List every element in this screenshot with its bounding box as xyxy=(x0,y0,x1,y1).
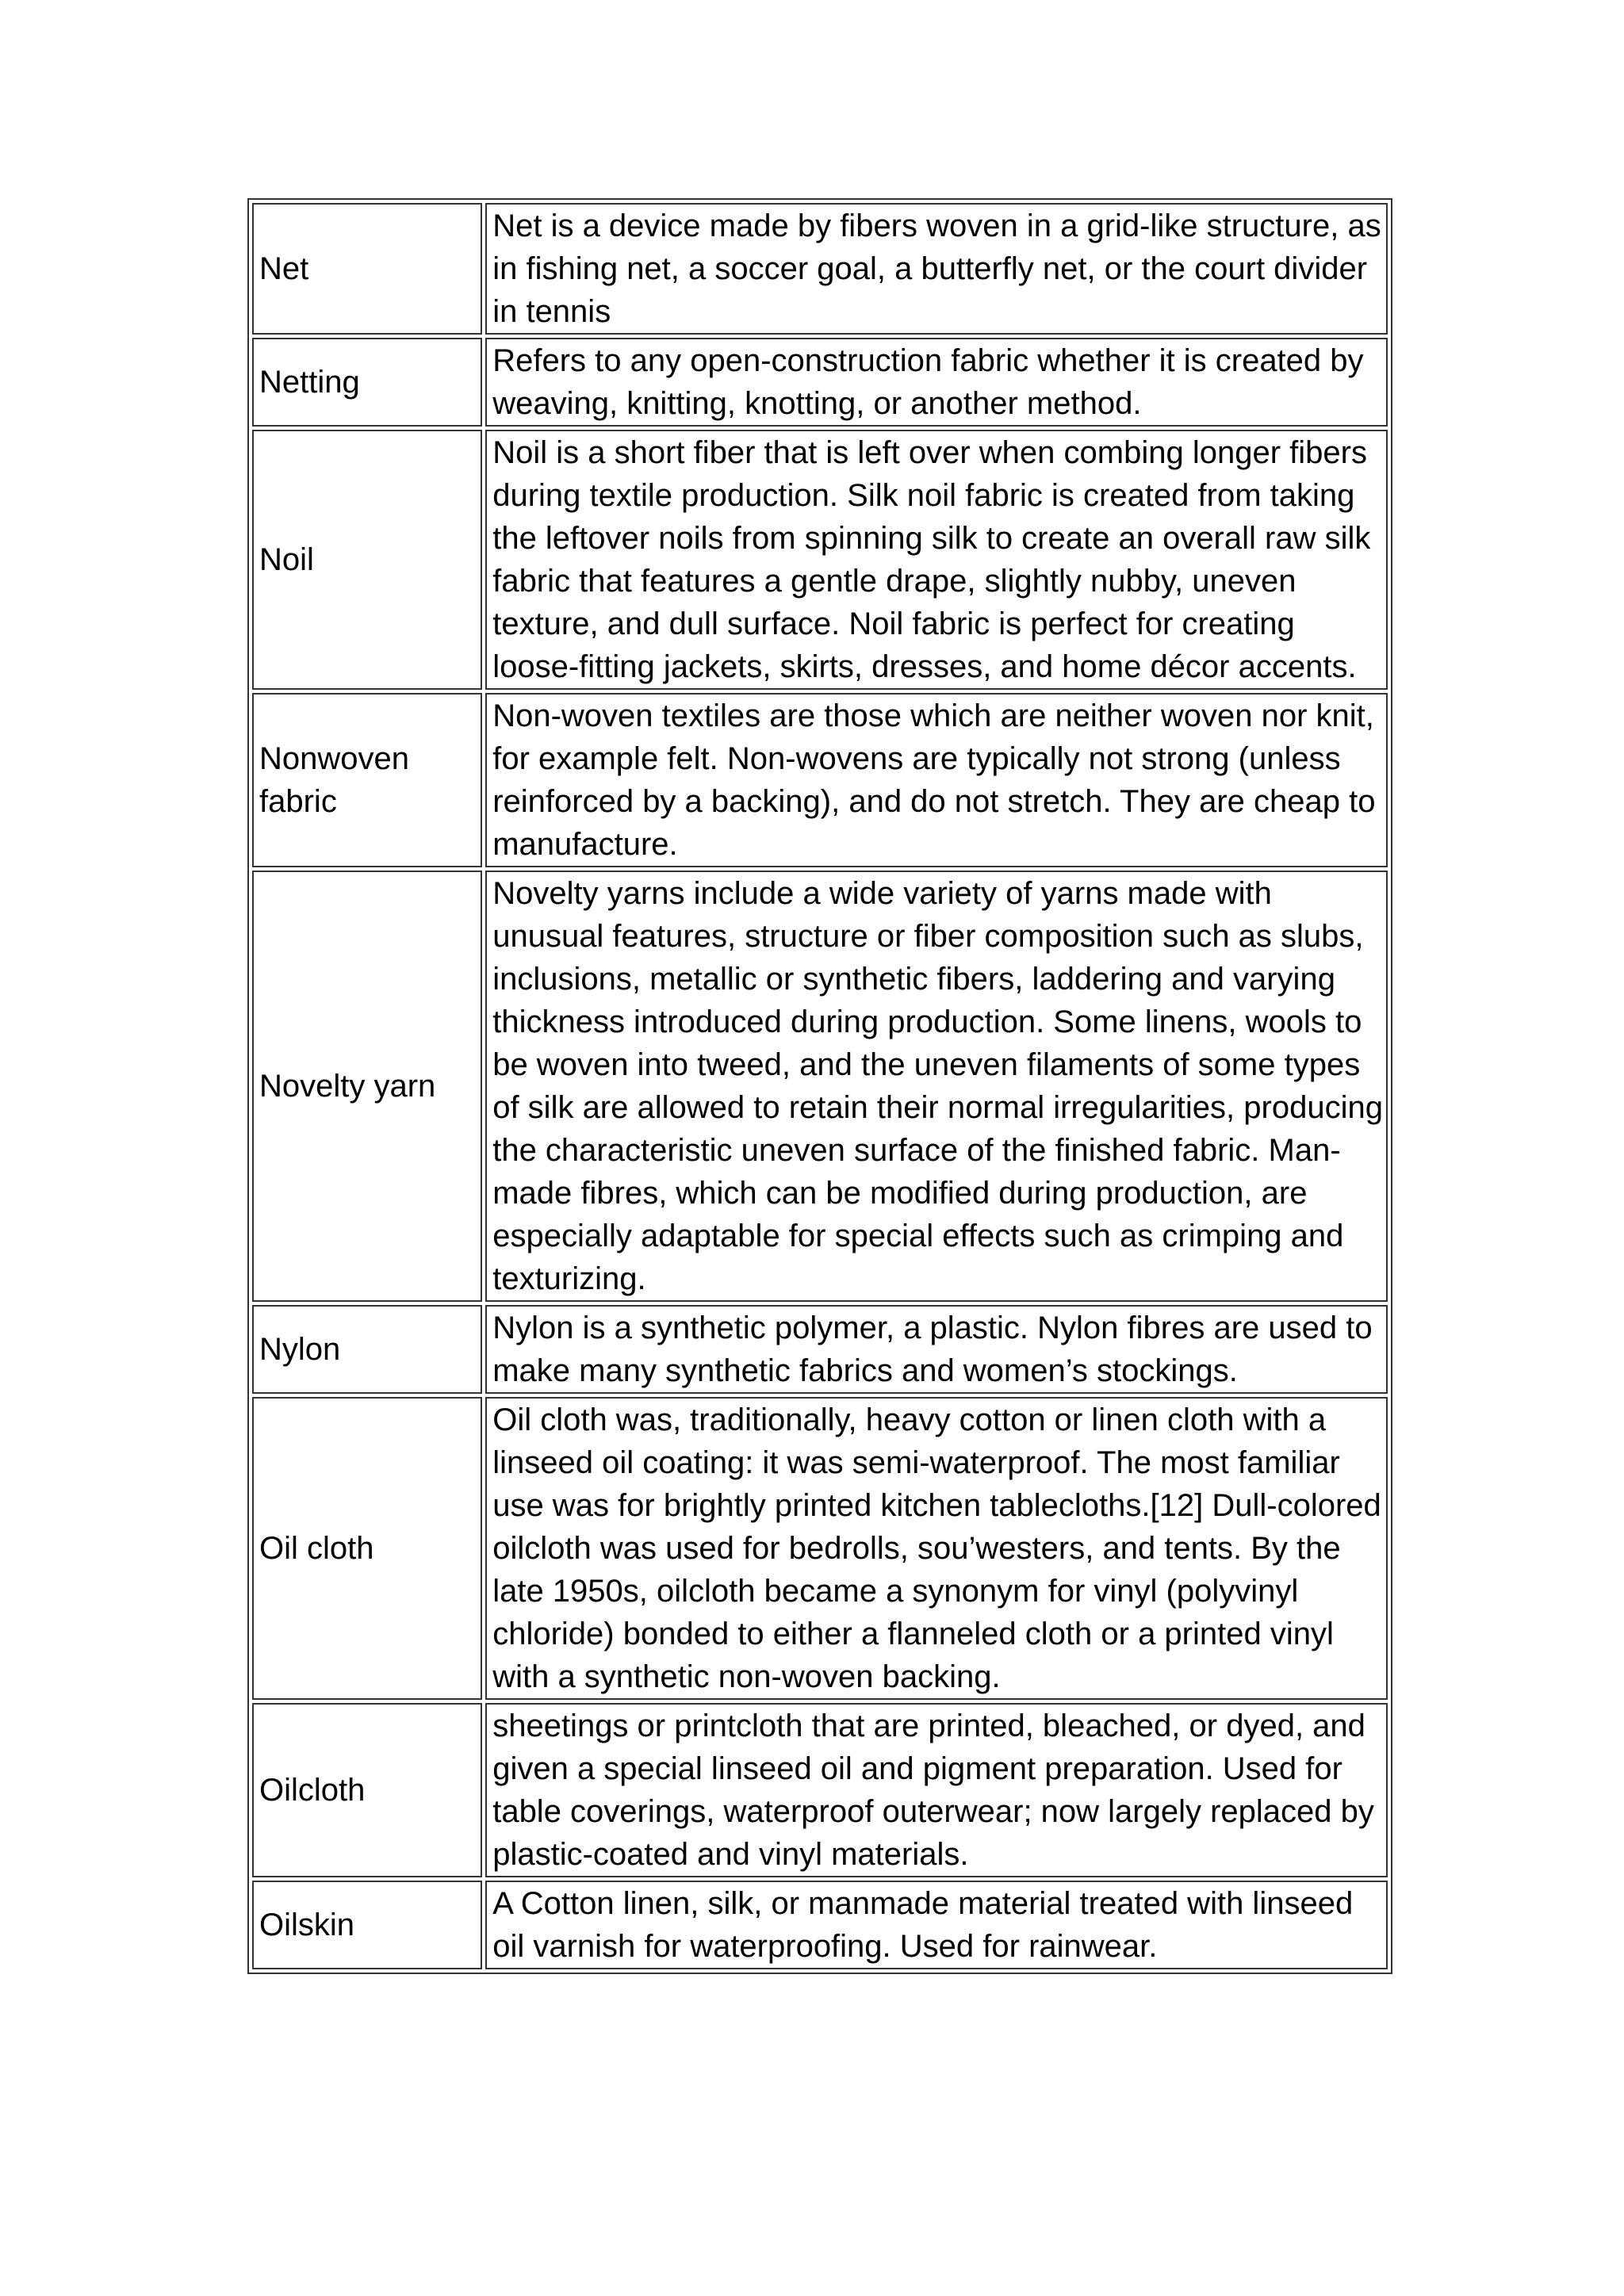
table-row xyxy=(252,203,1388,335)
table-row xyxy=(252,430,1388,690)
definition-cell: Novelty yarns include a wide variety of yarns made with unusual features, structure or fiber composition such as slubs, inclusions, metallic or synthetic fibers, laddering and varying thickness introduced during production. Some linens, wools to be woven into tweed, and the uneven filaments of some types of silk are allowed to retain their normal irregularities, producing the characteristic uneven surface of the finished fabric. Man-made fibres, which can be modified during production, are especially adaptable for special effects such as crimping and texturizing. xyxy=(485,871,1388,1302)
definition-cell: Non-woven textiles are those which are neither woven nor knit, for example felt. Non-wovens are typically not strong (unless reinforced by a backing), and do not stretch. They are cheap to manufacture. xyxy=(485,693,1388,867)
table-row xyxy=(252,1305,1388,1394)
table-row xyxy=(252,1703,1388,1877)
term-cell: Novelty yarn xyxy=(252,871,482,1302)
term-cell: Oil cloth xyxy=(252,1397,482,1700)
term-cell: Oilcloth xyxy=(252,1703,482,1877)
term-cell: Net xyxy=(252,203,482,335)
glossary-table xyxy=(247,198,1392,1974)
table-row xyxy=(252,338,1388,427)
definition-cell: Refers to any open-construction fabric whether it is created by weaving, knitting, knotting, or another method. xyxy=(485,338,1388,427)
term-cell: Oilskin xyxy=(252,1881,482,1969)
glossary-body xyxy=(252,203,1388,1969)
term-cell: Nylon xyxy=(252,1305,482,1394)
definition-cell: Net is a device made by fibers woven in a grid-like structure, as in fishing net, a soccer goal, a butterfly net, or the court divider in tennis xyxy=(485,203,1388,335)
definition-cell: sheetings or printcloth that are printed, bleached, or dyed, and given a special linseed oil and pigment preparation. Used for table coverings, waterproof outerwear; now largely replaced by plastic-coated and vinyl materials. xyxy=(485,1703,1388,1877)
table-row xyxy=(252,1881,1388,1969)
table-row xyxy=(252,1397,1388,1700)
table-row xyxy=(252,693,1388,867)
definition-cell: Noil is a short fiber that is left over when combing longer fibers during textile production. Silk noil fabric is created from taking the leftover noils from spinning silk to create an overall raw silk fabric that features a gentle drape, slightly nubby, uneven texture, and dull surface. Noil fabric is perfect for creating loose-fitting jackets, skirts, dresses, and home décor accents. xyxy=(485,430,1388,690)
definition-cell: Nylon is a synthetic polymer, a plastic. Nylon fibres are used to make many synthetic fabrics and women’s stockings. xyxy=(485,1305,1388,1394)
term-cell: Nonwoven fabric xyxy=(252,693,482,867)
term-cell: Noil xyxy=(252,430,482,690)
term-cell: Netting xyxy=(252,338,482,427)
definition-cell: Oil cloth was, traditionally, heavy cotton or linen cloth with a linseed oil coating: it was semi-waterproof. The most familiar use was for brightly printed kitchen tablecloths.[12] Dull-colored oilcloth was used for bedrolls, sou’westers, and tents. By the late 1950s, oilcloth became a synonym for vinyl (polyvinyl chloride) bonded to either a flanneled cloth or a printed vinyl with a synthetic non-woven backing. xyxy=(485,1397,1388,1700)
table-row xyxy=(252,871,1388,1302)
definition-cell: A Cotton linen, silk, or manmade material treated with linseed oil varnish for waterproofing. Used for rainwear. xyxy=(485,1881,1388,1969)
